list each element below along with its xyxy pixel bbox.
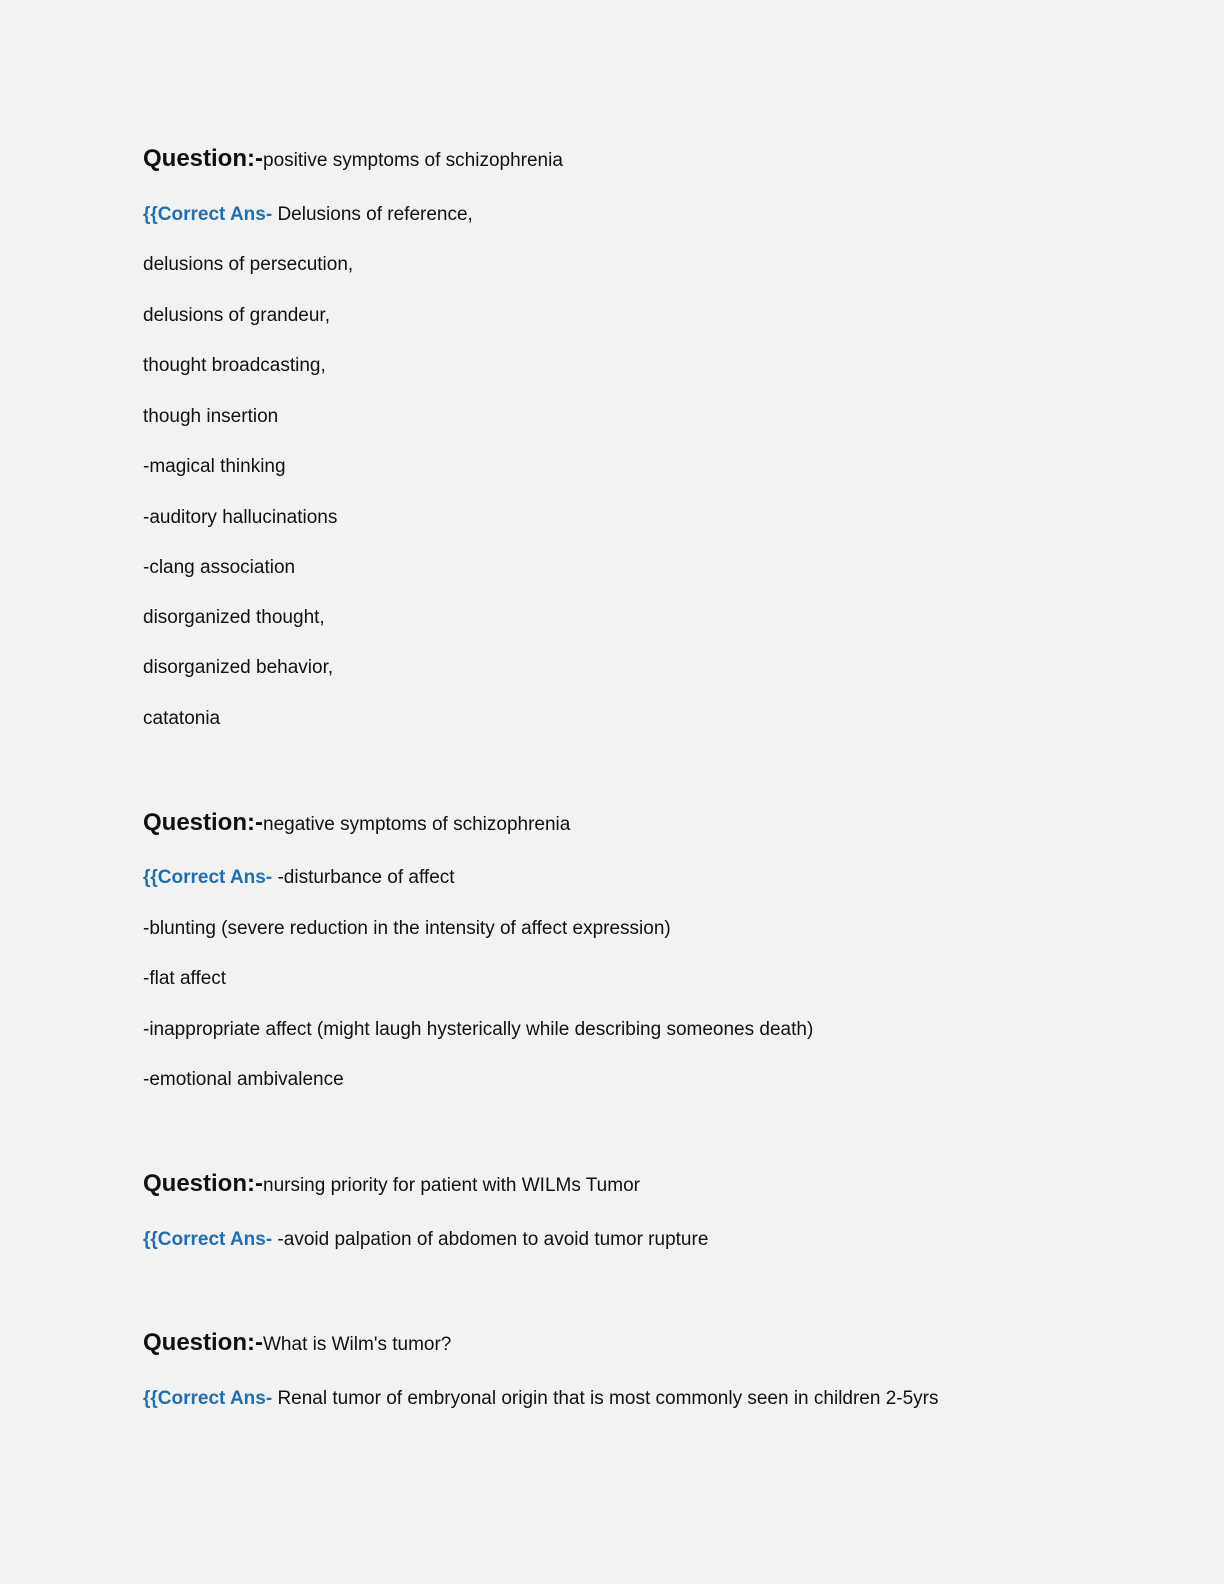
answer-label: {{Correct Ans- — [143, 1229, 273, 1250]
answer-line — [143, 1228, 708, 1252]
answer-label: {{Correct Ans- — [143, 867, 273, 888]
answer-line: -magical thinking — [143, 456, 286, 477]
answer-line — [143, 203, 473, 227]
question-line — [143, 147, 563, 173]
question-text: negative symptoms of schizophrenia — [263, 814, 571, 835]
answer-line: -flat affect — [143, 968, 227, 989]
answer-line — [143, 866, 455, 890]
answer-line: -blunting (severe reduction in the intensity of affect expression) — [143, 918, 671, 939]
question-text: positive symptoms of schizophrenia — [263, 150, 563, 171]
answer-line: -emotional ambivalence — [143, 1069, 344, 1090]
answer-line: though insertion — [143, 406, 279, 427]
answer-text: -avoid palpation of abdomen to avoid tumor rupture — [277, 1229, 709, 1250]
answer-line: thought broadcasting, — [143, 355, 326, 376]
question-text: nursing priority for patient with WILMs Tumor — [263, 1175, 640, 1196]
answer-line — [143, 1387, 939, 1411]
question-label: Question:- — [143, 145, 263, 172]
answer-line: -inappropriate affect (might laugh hysterically while describing someones death) — [143, 1019, 814, 1040]
answer-label: {{Correct Ans- — [143, 1388, 273, 1409]
question-label: Question:- — [143, 1329, 263, 1356]
question-line — [143, 1331, 451, 1357]
question-line — [143, 811, 570, 837]
answer-text: Renal tumor of embryonal origin that is most commonly seen in children 2-5yrs — [277, 1388, 939, 1409]
answer-line: -clang association — [143, 557, 296, 578]
answer-line: delusions of persecution, — [143, 254, 354, 275]
answer-line: disorganized behavior, — [143, 657, 334, 678]
answer-line: catatonia — [143, 708, 221, 729]
answer-line: delusions of grandeur, — [143, 305, 330, 326]
answer-line: disorganized thought, — [143, 607, 325, 628]
answer-line: -auditory hallucinations — [143, 507, 338, 528]
question-line — [143, 1172, 640, 1198]
question-text: What is Wilm's tumor? — [263, 1334, 452, 1355]
question-label: Question:- — [143, 809, 263, 836]
answer-label: {{Correct Ans- — [143, 204, 273, 225]
answer-text: Delusions of reference, — [277, 204, 473, 225]
answer-text: -disturbance of affect — [277, 867, 455, 888]
question-label: Question:- — [143, 1170, 263, 1197]
